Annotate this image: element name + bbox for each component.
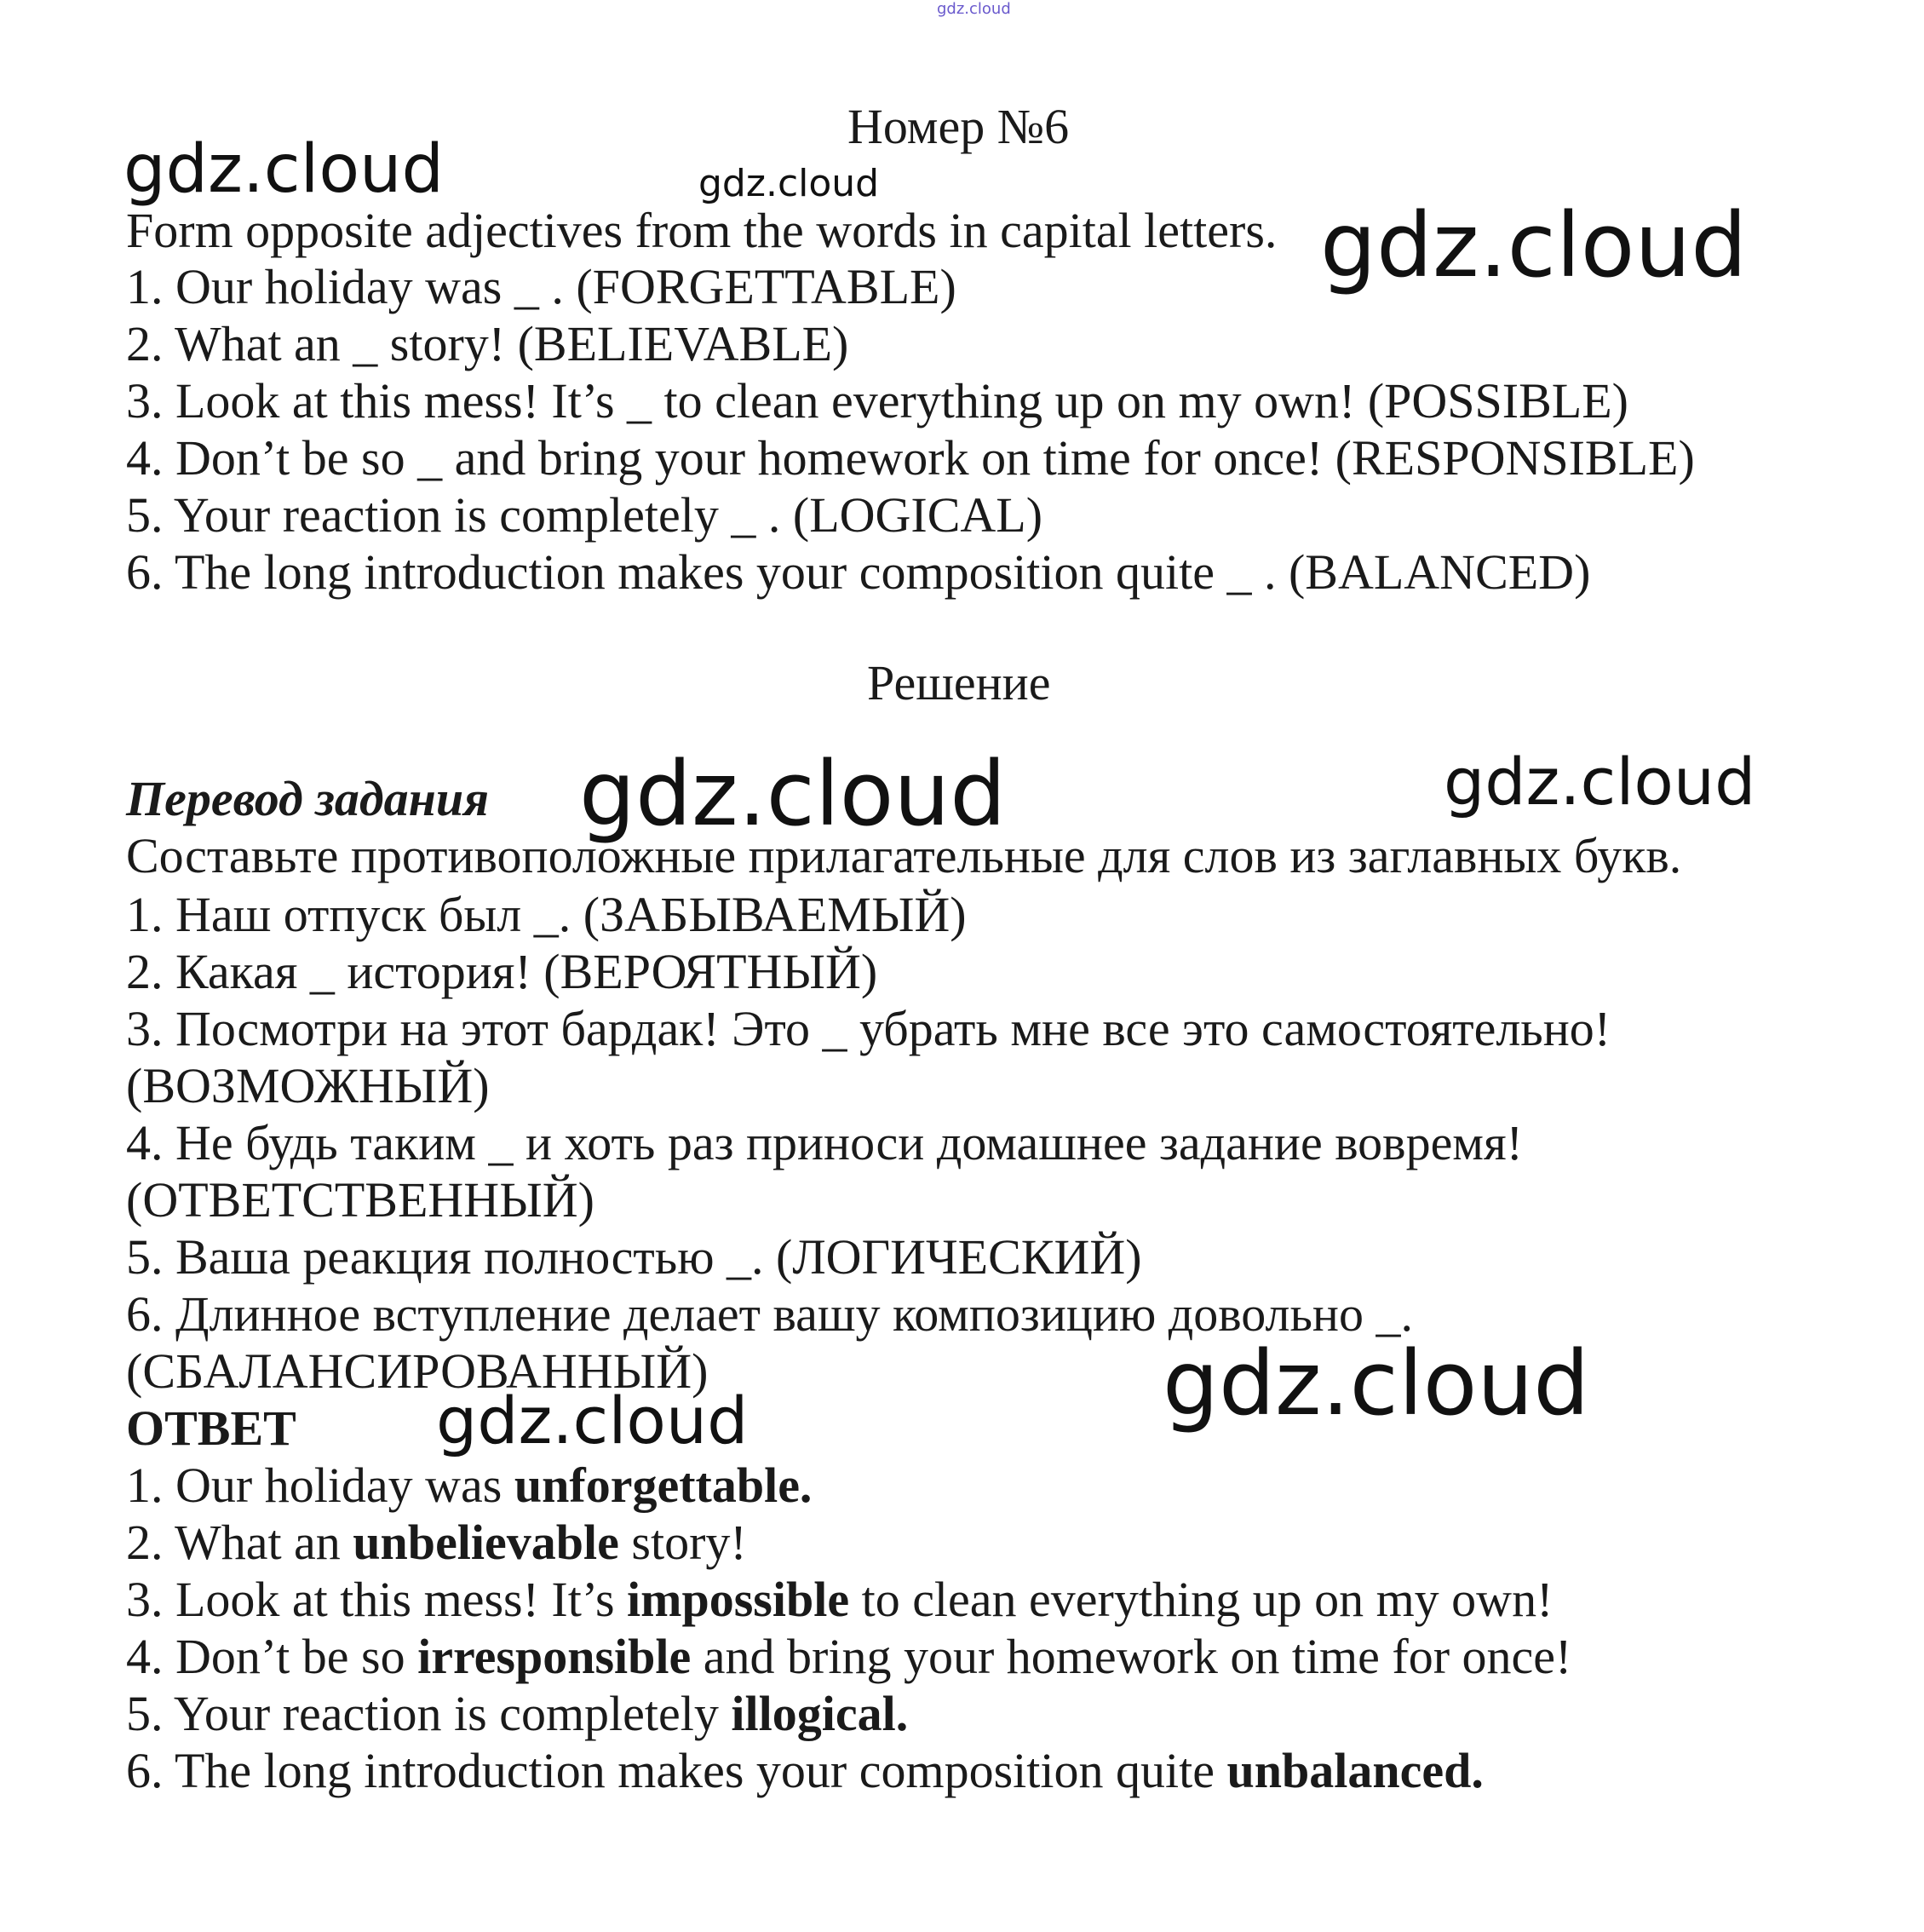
answer-word: unbalanced.	[1226, 1743, 1484, 1798]
task-item: 1. Our holiday was _ . (FORGETTABLE)	[126, 259, 956, 314]
answer-item	[126, 1742, 1484, 1800]
watermark: gdz.cloud	[579, 742, 1007, 846]
watermark: gdz.cloud	[1444, 744, 1756, 819]
translation-line: 2. Какая _ история! (ВЕРОЯТНЫЙ)	[126, 944, 878, 999]
answer-item	[126, 1685, 908, 1743]
answer-word: impossible	[627, 1572, 850, 1627]
solution-heading: Решение	[867, 655, 1051, 710]
answer-text: 5. Your reaction is completely	[126, 1686, 732, 1741]
translation-line: (ВОЗМОЖНЫЙ)	[126, 1058, 490, 1113]
translation-line: 5. Ваша реакция полностью _. (ЛОГИЧЕСКИЙ)	[126, 1229, 1142, 1285]
watermark-top: gdz.cloud	[937, 0, 1011, 18]
answer-text: to clean everything up on my own!	[849, 1572, 1554, 1627]
answer-text: story!	[618, 1515, 747, 1570]
watermark: gdz.cloud	[123, 131, 444, 208]
translation-instruction: Составьте противоположные прилагательные для слов из заглавных букв.	[126, 828, 1682, 883]
task-item: 5. Your reaction is completely _ . (LOGICAL)	[126, 487, 1043, 543]
answer-text: 2. What an	[126, 1515, 353, 1570]
watermark: gdz.cloud	[698, 162, 880, 205]
answer-text: and bring your homework on time for once!	[691, 1629, 1572, 1684]
task-instruction: Form opposite adjectives from the words in capital letters.	[126, 203, 1278, 258]
answer-text: 4. Don’t be so	[126, 1629, 418, 1684]
translation-line: 1. Наш отпуск был _. (ЗАБЫВАЕМЫЙ)	[126, 887, 967, 942]
answer-text: 6. The long introduction makes your composition quite	[126, 1743, 1227, 1798]
answer-text: 1. Our holiday was	[126, 1458, 514, 1513]
answer-item	[126, 1628, 1571, 1686]
translation-line: 3. Посмотри на этот бардак! Это _ убрать мне все это самостоятельно!	[126, 1001, 1611, 1056]
page-title: Номер №6	[847, 99, 1070, 154]
watermark: gdz.cloud	[1320, 193, 1748, 297]
answer-word: unbelievable	[353, 1515, 619, 1570]
answer-text: 3. Look at this mess! It’s	[126, 1572, 628, 1627]
task-item: 2. What an _ story! (BELIEVABLE)	[126, 316, 849, 371]
answer-item	[126, 1457, 812, 1515]
watermark: gdz.cloud	[1163, 1331, 1590, 1435]
task-item: 4. Don’t be so _ and bring your homework on time for once! (RESPONSIBLE)	[126, 430, 1695, 486]
answer-heading: ОТВЕТ	[126, 1400, 296, 1456]
answer-item	[126, 1514, 747, 1572]
translation-line: (СБАЛАНСИРОВАННЫЙ)	[126, 1343, 709, 1399]
translation-line: 6. Длинное вступление делает вашу композицию довольно _.	[126, 1286, 1413, 1342]
translation-heading: Перевод задания	[126, 771, 489, 826]
translation-line: 4. Не будь таким _ и хоть раз приноси домашнее задание вовремя!	[126, 1115, 1524, 1170]
answer-word: irresponsible	[417, 1629, 692, 1684]
task-item: 6. The long introduction makes your composition quite _ . (BALANCED)	[126, 544, 1591, 600]
translation-line: (ОТВЕТСТВЕННЫЙ)	[126, 1172, 594, 1228]
answer-word: unforgettable.	[514, 1458, 813, 1513]
answer-item	[126, 1571, 1553, 1629]
watermark: gdz.cloud	[436, 1383, 749, 1458]
answer-word: illogical.	[731, 1686, 909, 1741]
task-item: 3. Look at this mess! It’s _ to clean everything up on my own! (POSSIBLE)	[126, 373, 1628, 428]
